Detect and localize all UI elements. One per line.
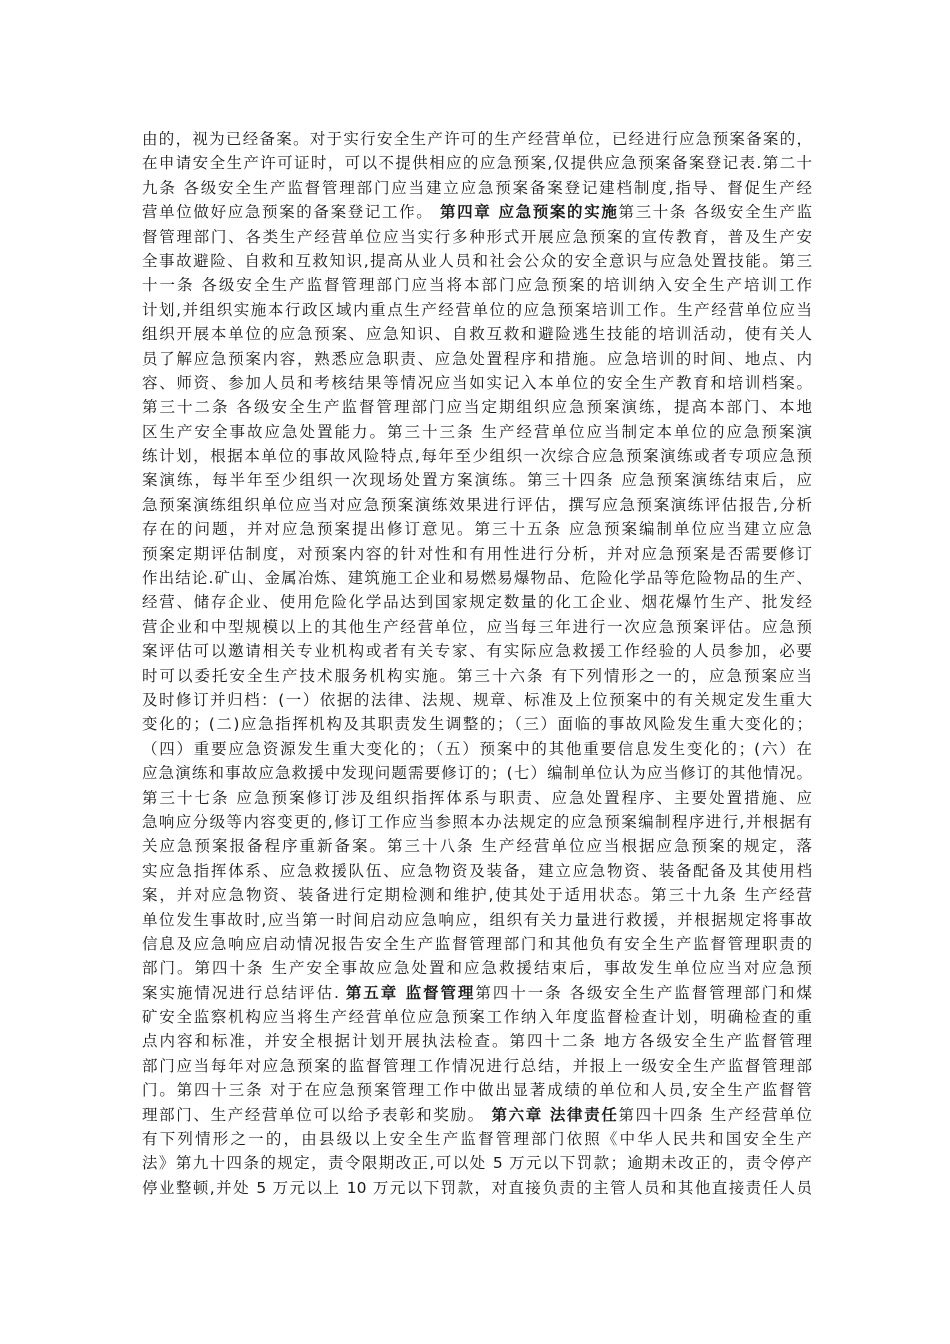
text-line (142, 542, 812, 566)
text-line (142, 810, 812, 834)
text-line (142, 737, 812, 761)
text-run: 督管理部门、各类生产经营单位应当实行多种形式开展应急预案的宣传教育，普及生产安 (142, 227, 812, 246)
text-line (142, 883, 812, 907)
text-line (142, 468, 812, 492)
text-line (142, 615, 812, 639)
text-line (142, 834, 812, 858)
text-line (142, 249, 812, 273)
text-line (142, 1054, 812, 1078)
text-line (142, 298, 812, 322)
text-run: 第四十一条 各级安全生产监督管理部门和煤 (475, 983, 812, 1002)
text-run: 理部门、生产经营单位可以给予表彰和奖励。 (142, 1105, 492, 1124)
text-run: 区生产安全事故应急处置能力。第三十三条 生产经营单位应当制定本单位的应急预案演 (142, 422, 812, 441)
text-line (142, 127, 812, 151)
text-run: 营单位做好应急预案的备案登记工作。 (142, 203, 441, 222)
text-line (142, 1078, 812, 1102)
text-run: 及时修订并归档：(一）依据的法律、法规、规章、标准及上位预案中的有关规定发生重大 (142, 690, 812, 709)
text-run: 容、师资、参加人员和考核结果等情况应当如实记入本单位的安全生产教育和培训档案。 (142, 373, 812, 392)
text-line (142, 347, 812, 371)
text-run: 案实施情况进行总结评估. (142, 983, 346, 1002)
text-line (142, 664, 812, 688)
text-run: 案评估可以邀请相关专业机构或者有关专家、有实际应急救援工作经验的人员参加，必要 (142, 642, 812, 661)
text-run: 案演练，每半年至少组织一次现场处置方案演练。第三十四条 应急预案演练结束后，应 (142, 471, 812, 490)
text-run: 十一条 各级安全生产监督管理部门应当将本部门应急预案的培训纳入安全生产培训工作 (142, 276, 812, 295)
text-run: 停业整顿,并处 5 万元以上 10 万元以下罚款，对直接负责的主管人员和其他直接责任人员 (142, 1178, 812, 1197)
text-run: 计划,并组织实施本行政区域内重点生产经营单位的应急预案培训工作。生产经营单位应当 (142, 300, 812, 319)
text-run: 由的，视为已经备案。对于实行安全生产许可的生产经营单位，已经进行应急预案备案的， (142, 130, 812, 148)
text-run: 第三十二条 各级安全生产监督管理部门应当定期组织应急预案演练，提高本部门、本地 (142, 398, 812, 417)
text-line (142, 493, 812, 517)
text-line (142, 1127, 812, 1151)
chapter-heading: 第六章 法律责任 (491, 1105, 619, 1124)
text-line (142, 590, 812, 614)
text-run: 点内容和标准，并安全根据计划开展执法检查。第四十二条 地方各级安全生产监督管理 (142, 1032, 812, 1051)
text-line (142, 322, 812, 346)
text-run: 应急演练和事故应急救援中发现问题需要修订的；(七）编制单位认为应当修订的其他情况。 (142, 764, 812, 783)
text-line (142, 859, 812, 883)
text-line (142, 908, 812, 932)
text-run: 全事故避险、自救和互救知识,提高从业人员和社会公众的安全意识与应急处置技能。第三 (142, 251, 812, 270)
text-run: 组织开展本单位的应急预案、应急知识、自救互救和避险逃生技能的培训活动，使有关人 (142, 325, 812, 344)
text-run: 练计划，根据本单位的事故风险特点,每年至少组织一次综合应急预案演练或者专项应急预 (142, 447, 812, 466)
text-line (142, 932, 812, 956)
text-line (142, 517, 812, 541)
text-run: 第四十四条 生产经营单位 (618, 1105, 812, 1124)
text-line (142, 1029, 812, 1053)
text-run: 门。第四十三条 对于在应急预案管理工作中做出显著成绩的单位和人员,安全生产监督管 (142, 1081, 812, 1100)
text-run: 作出结论.矿山、金属冶炼、建筑施工企业和易燃易爆物品、危险化学品等危险物品的生产、 (142, 569, 812, 588)
text-line (142, 956, 812, 980)
text-line (142, 225, 812, 249)
text-run: 第三十条 各级安全生产监 (618, 203, 812, 222)
document-body-text (142, 127, 812, 1200)
text-line (142, 786, 812, 810)
text-run: 营企业和中型规模以上的其他生产经营单位，应当每三年进行一次应急预案评估。应急预 (142, 617, 812, 636)
text-line (142, 1103, 812, 1127)
text-run: 关应急预案报备程序重新备案。第三十八条 生产经营单位应当根据应急预案的规定，落 (142, 837, 812, 856)
text-run: （四）重要应急资源发生重大变化的；（五）预案中的其他重要信息发生变化的；(六）在 (142, 739, 812, 758)
text-line (142, 1151, 812, 1175)
text-line (142, 566, 812, 590)
text-run: 变化的；(二)应急指挥机构及其职责发生调整的；（三）面临的事故风险发生重大变化的； (142, 715, 812, 734)
text-run: 部门。第四十条 生产安全事故应急处置和应急救援结束后，事故发生单位应当对应急预 (142, 959, 812, 978)
text-run: 有下列情形之一的，由县级以上安全生产监督管理部门依照《中华人民共和国安全生产 (142, 1130, 812, 1149)
text-line (142, 176, 812, 200)
text-run: 时可以委托安全生产技术服务机构实施。第三十六条 有下列情形之一的，应急预案应当 (142, 666, 812, 685)
text-line (142, 371, 812, 395)
text-run: 预案定期评估制度，对预案内容的针对性和有用性进行分析，并对应急预案是否需要修订 (142, 544, 812, 563)
text-line (142, 1005, 812, 1029)
text-line (142, 761, 812, 785)
text-run: 九条 各级安全生产监督管理部门应当建立应急预案备案登记建档制度,指导、督促生产经 (142, 178, 812, 197)
text-line (142, 1176, 812, 1200)
text-run: 急预案演练组织单位应当对应急预案演练效果进行评估，撰写应急预案演练评估报告,分析 (142, 495, 812, 514)
chapter-heading: 第四章 应急预案的实施 (440, 203, 619, 222)
text-run: 法》第九十四条的规定，责令限期改正,可以处 5 万元以下罚款；逾期未改正的，责令停产 (142, 1154, 812, 1173)
text-line (142, 688, 812, 712)
text-run: 经营、储存企业、使用危险化学品达到国家规定数量的化工企业、烟花爆竹生产、批发经 (142, 593, 812, 612)
text-run: 第三十七条 应急预案修订涉及组织指挥体系与职责、应急处置程序、主要处置措施、应 (142, 788, 812, 807)
text-run: 案，并对应急物资、装备进行定期检测和维护,使其处于适用状态。第三十九条 生产经营 (142, 886, 812, 905)
chapter-heading: 第五章 监督管理 (345, 983, 476, 1002)
text-run: 部门应当每年对应急预案的监督管理工作情况进行总结，并报上一级安全生产监督管理部 (142, 1056, 812, 1075)
text-run: 矿安全监察机构应当将生产经营单位应急预案工作纳入年度监督检查计划，明确检查的重 (142, 1008, 812, 1027)
text-line (142, 420, 812, 444)
text-run: 信息及应急响应启动情况报告安全生产监督管理部门和其他负有安全生产监督管理职责的 (142, 934, 812, 953)
text-line (142, 151, 812, 175)
text-line (142, 273, 812, 297)
text-line (142, 981, 812, 1005)
text-line (142, 200, 812, 224)
text-line (142, 444, 812, 468)
text-run: 存在的问题，并对应急预案提出修订意见。第三十五条 应急预案编制单位应当建立应急 (142, 520, 812, 539)
text-line (142, 395, 812, 419)
text-run: 急响应分级等内容变更的,修订工作应当参照本办法规定的应急预案编制程序进行,并根据有 (142, 812, 812, 831)
text-run: 员了解应急预案内容，熟悉应急职责、应急处置程序和措施。应急培训的时间、地点、内 (142, 349, 812, 368)
text-run: 单位发生事故时,应当第一时间启动应急响应，组织有关力量进行救援，并根据规定将事故 (142, 910, 812, 929)
text-line (142, 712, 812, 736)
text-run: 在申请安全生产许可证时，可以不提供相应的应急预案,仅提供应急预案备案登记表.第二十 (142, 154, 812, 173)
text-run: 实应急指挥体系、应急救援队伍、应急物资及装备，建立应急物资、装备配备及其使用档 (142, 861, 812, 880)
text-line (142, 639, 812, 663)
